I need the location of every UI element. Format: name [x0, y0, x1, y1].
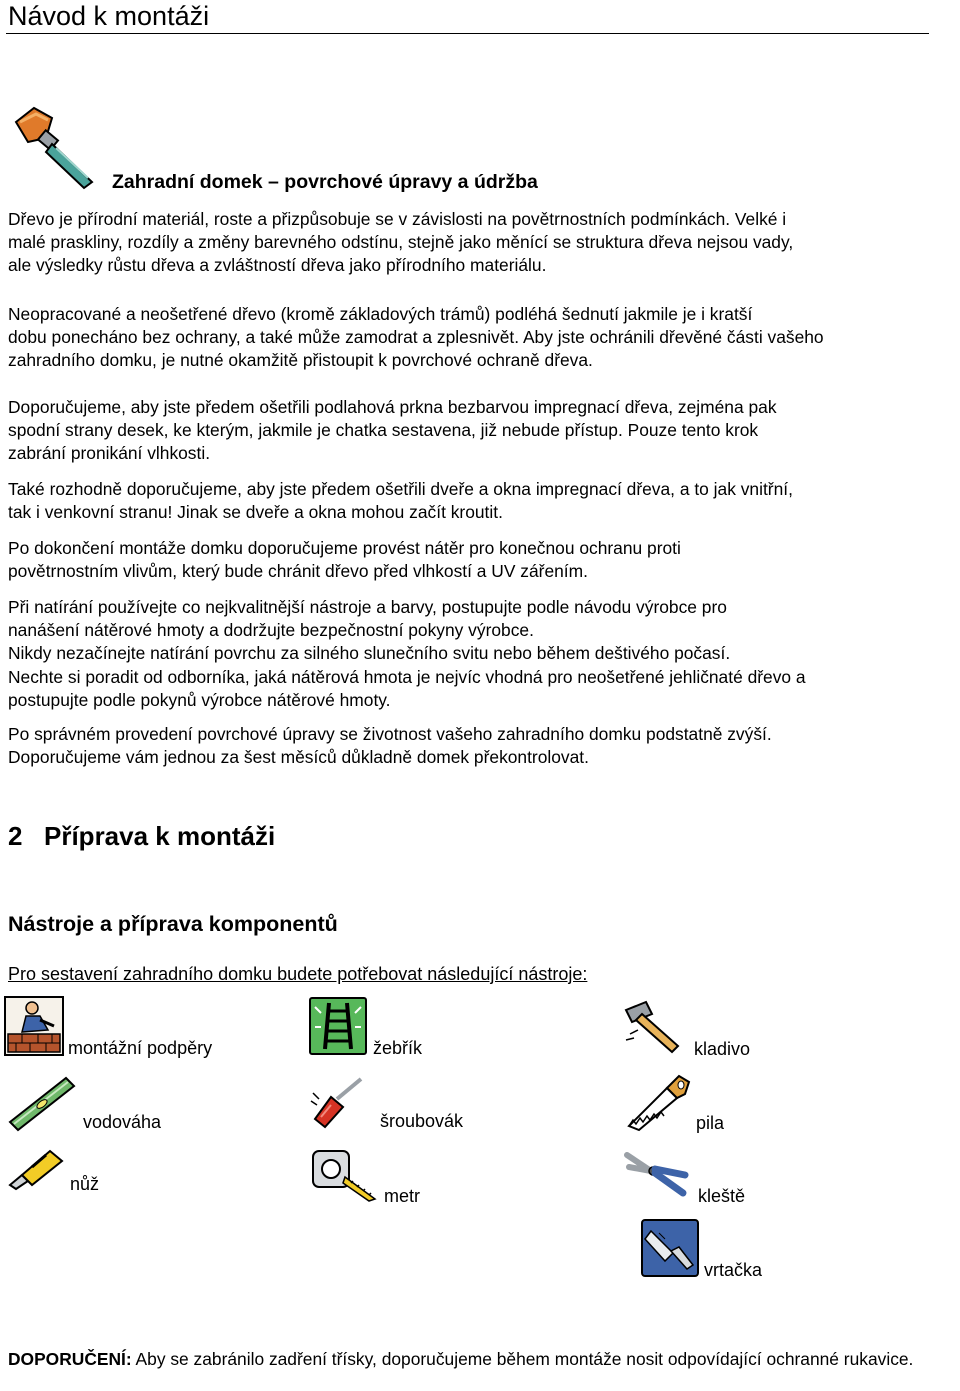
- paragraph-4: [8, 478, 958, 524]
- paragraph-line: spodní strany desek, ke kterým, jakmile je chatka sestavena, již nebude přístup. Pouze tento krok: [8, 420, 759, 441]
- paragraph-line: tak i venkovní stranu! Jinak se dveře a okna mohou začít kroutit.: [8, 502, 503, 523]
- tool-label-zebrik: žebřík: [373, 1038, 423, 1058]
- paragraph-line: Také rozhodně doporučujeme, aby jste předem ošetřili dveře a okna impregnací dřeva, a to jak vnitřní,: [8, 479, 793, 499]
- paragraph-7: [8, 723, 958, 769]
- recommendation-label: DOPORUČENÍ:: [8, 1349, 132, 1369]
- tool-label-kladivo: kladivo: [694, 1039, 751, 1059]
- paragraph-line: Dřevo je přírodní materiál, roste a přizpůsobuje se v závislosti na povětrnostních podmínkách. Velké i: [8, 209, 787, 229]
- tool-label-nuz: nůž: [70, 1174, 100, 1194]
- paragraph-line: Nechte si poradit od odborníka, jaká nátěrová hmota je nejvíc vhodná pro neošetřené jehličnaté dřevo a: [8, 666, 806, 687]
- paragraph-line: postupujte podle pokynů výrobce nátěrové hmoty.: [8, 689, 391, 710]
- paragraph-line: dobu ponecháno bez ochrany, a také může zamodrat a zplesnivět. Aby jste ochránili dřevěné části vašeho: [8, 327, 824, 348]
- tool-label-vodovaha: vodováha: [83, 1112, 162, 1132]
- ladder-icon: [309, 997, 367, 1055]
- chapter-title: Příprava k montáži: [44, 821, 276, 851]
- subchapter-heading: Nástroje a příprava komponentů: [8, 912, 338, 936]
- recommendation-note: [8, 1348, 933, 1372]
- tool-label-sroubovak: šroubovák: [380, 1111, 464, 1131]
- saw-icon: [623, 1072, 691, 1132]
- header-divider: [6, 33, 929, 34]
- page-title: Návod k montáži: [8, 1, 210, 31]
- paragraph-line: zabrání pronikání vlhkosti.: [8, 443, 211, 464]
- paragraph-line: Doporučujeme vám jednou za šest měsíců důkladně domek překontrolovat.: [8, 747, 589, 768]
- paragraph-3: [8, 396, 958, 466]
- paragraph-line: Nikdy nezačínejte natírání povrchu za silného slunečního svitu nebo během deštivého počasí.: [8, 643, 731, 664]
- paintbrush-icon: [6, 104, 106, 190]
- paragraph-line: nanášení nátěrové hmoty a dodržujte bezpečnostní pokyny výrobce.: [8, 620, 534, 641]
- tool-label-klieste: kleště: [698, 1186, 746, 1206]
- paragraph-5: [8, 537, 958, 583]
- section-title: Zahradní domek – povrchové úpravy a údržba: [112, 171, 538, 193]
- paragraph-line: ale výsledky růstu dřeva a zvláštností dřeva jako přírodního materiálu.: [8, 255, 547, 276]
- hammer-icon: [620, 998, 688, 1054]
- chapter-number: 2: [8, 821, 23, 851]
- tape-measure-icon: [309, 1145, 379, 1203]
- tool-label-vrtacka: vrtačka: [704, 1260, 763, 1280]
- spirit-level-icon: [6, 1070, 76, 1132]
- screwdriver-icon: [309, 1075, 365, 1129]
- paragraph-2: [8, 303, 958, 373]
- chapter-heading: [8, 820, 275, 852]
- pliers-icon: [623, 1145, 689, 1201]
- paragraph-line: Neopracované a neošetřené dřevo (kromě základových trámů) podléhá šednutí jakmile je i kratší: [8, 304, 753, 324]
- paragraph-line: povětrnostním vlivům, který bude chránit dřevo před vlhkostí a UV zářením.: [8, 561, 588, 582]
- paragraph-line: zahradního domku, je nutné okamžitě přistoupit k povrchové ochraně dřeva.: [8, 350, 593, 371]
- worker-icon: [4, 996, 64, 1056]
- tool-label-pila: pila: [696, 1113, 725, 1133]
- paragraph-line: malé praskliny, rozdíly a změny barevného odstínu, stejně jako měnící se struktura dřeva nejsou vady,: [8, 232, 794, 253]
- tool-label-montazni-podpery: montážní podpěry: [68, 1038, 213, 1058]
- utility-knife-icon: [8, 1145, 64, 1191]
- paragraph-line: Doporučujeme, aby jste předem ošetřili podlahová prkna bezbarvou impregnací dřeva, zejména pak: [8, 397, 777, 417]
- paragraph-line: Po dokončení montáže domku doporučujeme provést nátěr pro konečnou ochranu proti: [8, 538, 681, 558]
- paragraph-6: [8, 596, 958, 712]
- recommendation-text: Aby se zabránilo zadření třísky, doporučujeme během montáže nosit odpovídající ochranné rukavice.: [131, 1349, 914, 1369]
- paragraph-line: Při natírání používejte co nejkvalitnější nástroje a barvy, postupujte podle návodu výrobce pro: [8, 597, 727, 617]
- tools-intro: Pro sestavení zahradního domku budete potřebovat následující nástroje:: [8, 964, 588, 984]
- paragraph-1: [8, 208, 958, 278]
- tool-label-metr: metr: [384, 1186, 420, 1206]
- paragraph-line: Po správném provedení povrchové úpravy se životnost vašeho zahradního domku podstatně zvýší.: [8, 724, 772, 744]
- drill-icon: [641, 1219, 699, 1277]
